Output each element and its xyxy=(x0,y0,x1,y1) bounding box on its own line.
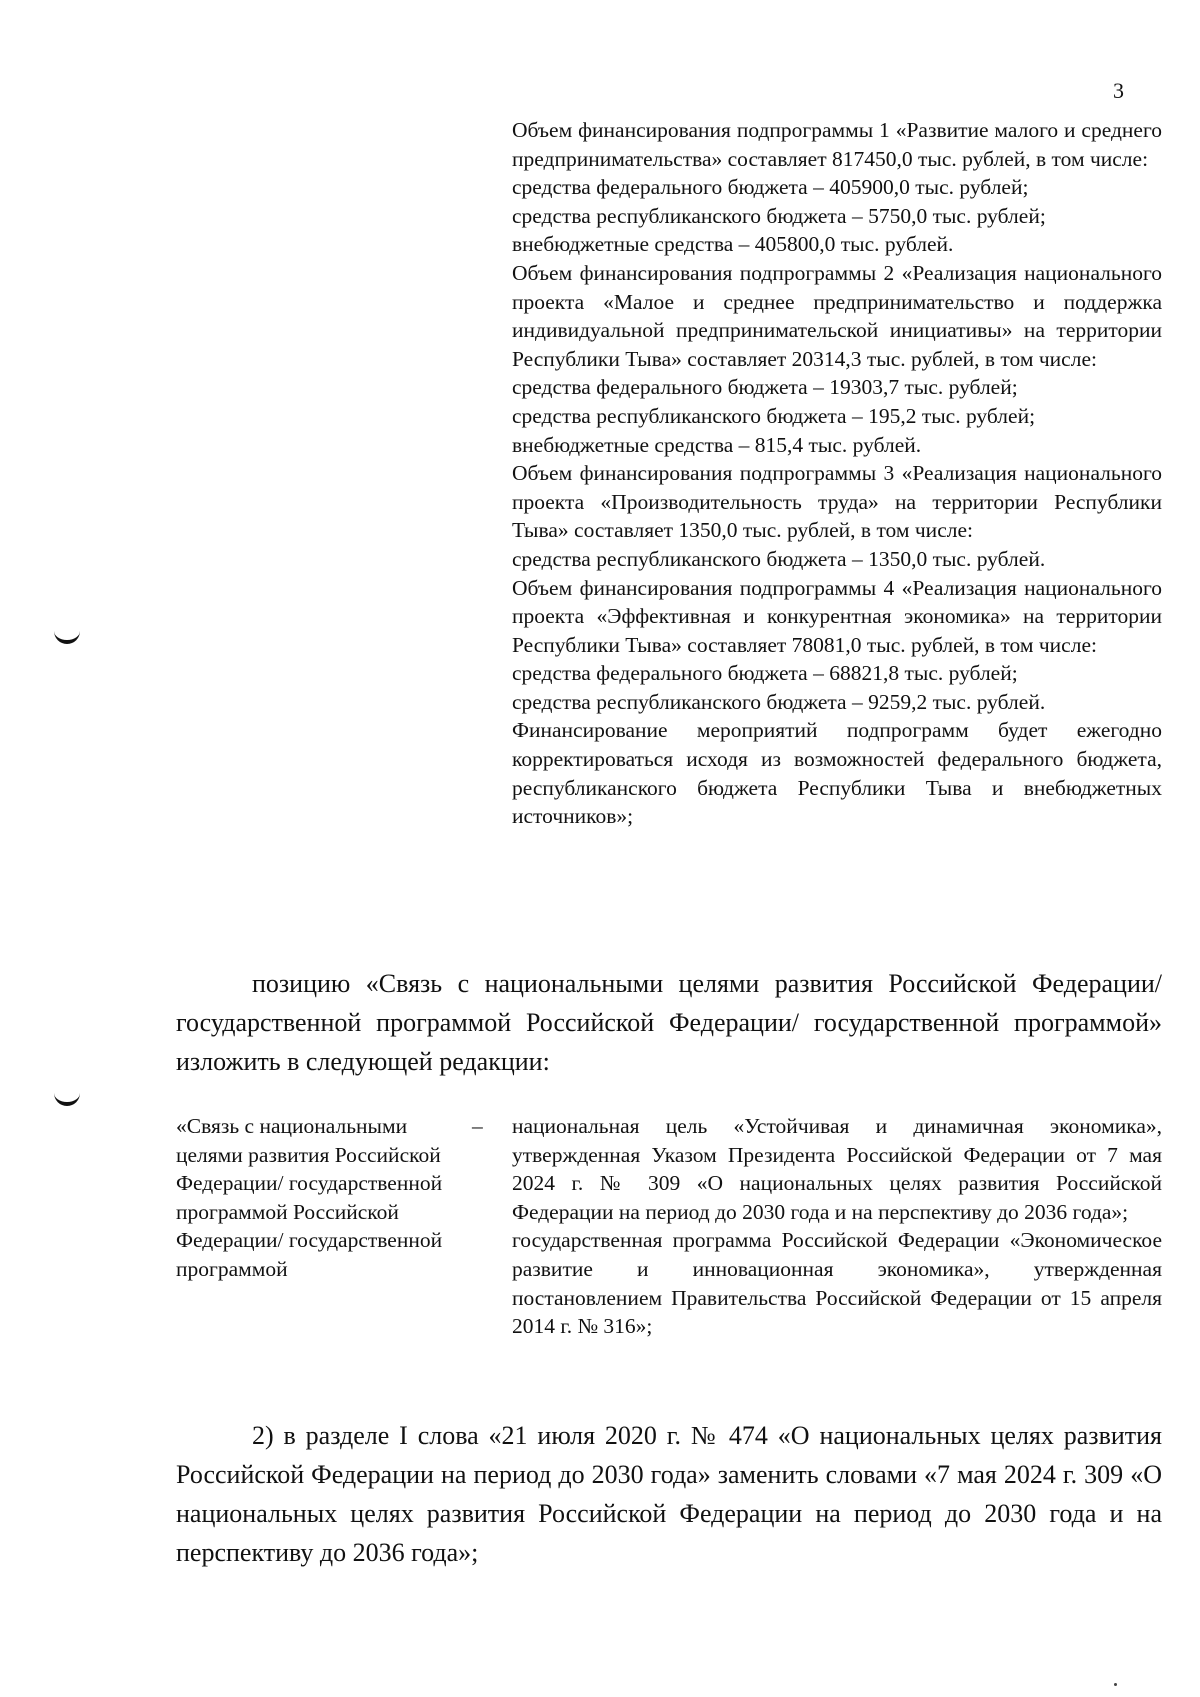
funding-paragraph: Объем финансирования подпрограммы 4 «Реализация национального проекта «Эффективная и конкурентная экономика» на территории Республики Тыва» составляет 78081,0 тыс. рублей, в том числе: xyxy=(512,575,1162,657)
position-value xyxy=(512,1112,1162,1341)
funding-paragraph: средства федерального бюджета – 405900,0 тыс. рублей; xyxy=(512,175,1029,200)
position-value-paragraph: национальная цель «Устойчивая и динамичная экономика», утвержденная Указом Президента Российской Федерации от 7 мая 2024 г. № 309 «О национальных целях развития Российской Федерации на период до 2030 года и на перспективу до 2036 года»; xyxy=(512,1114,1162,1224)
scan-speck xyxy=(1114,1683,1117,1686)
funding-paragraph: Объем финансирования подпрограммы 2 «Реализация национального проекта «Малое и среднее предпринимательство и поддержка индивидуальной предпринимательской инициативы» на территории Республики Тыва» составляет 20314,3 тыс. рублей, в том числе: xyxy=(512,260,1162,371)
funding-paragraph: средства республиканского бюджета – 195,2 тыс. рублей; xyxy=(512,403,1036,428)
funding-paragraph: внебюджетные средства – 815,4 тыс. рублей. xyxy=(512,432,922,457)
funding-paragraph: средства федерального бюджета – 68821,8 тыс. рублей; xyxy=(512,661,1018,686)
position-label: «Связь с национальными целями развития Российской Федерации/ государственной программой Российской Федерации/ государственной программой xyxy=(176,1114,443,1281)
funding-paragraph: средства федерального бюджета – 19303,7 тыс. рублей; xyxy=(512,375,1018,400)
dash-separator: – xyxy=(472,1114,483,1138)
funding-paragraph: внебюджетные средства – 405800,0 тыс. рублей. xyxy=(512,232,954,257)
page-number: 3 xyxy=(1113,78,1124,103)
funding-paragraph: Объем финансирования подпрограммы 1 «Развитие малого и среднего предпринимательства» составляет 817450,0 тыс. рублей, в том числе: xyxy=(512,118,1162,171)
funding-paragraph: Финансирование мероприятий подпрограмм будет ежегодно корректироваться исходя из возможностей федерального бюджета, республиканского бюджета Республики Тыва и внебюджетных источников»; xyxy=(512,718,1162,829)
binding-mark xyxy=(54,628,80,644)
funding-paragraph: Объем финансирования подпрограммы 3 «Реализация национального проекта «Производительность труда» на территории Республики Тыва» составляет 1350,0 тыс. рублей, в том числе: xyxy=(512,461,1162,543)
funding-paragraph: средства республиканского бюджета – 9259,2 тыс. рублей. xyxy=(512,689,1046,714)
funding-paragraph: средства республиканского бюджета – 5750,0 тыс. рублей; xyxy=(512,203,1046,228)
position-paragraph: позицию «Связь с национальными целями развития Российской Федерации/ государственной программой Российской Федерации/ государственной программой» изложить в следующей редакции: xyxy=(176,969,1162,1076)
funding-block xyxy=(512,116,1162,831)
section-paragraph: 2) в разделе I слова «21 июля 2020 г. № 474 «О национальных целях развития Российской Федерации на период до 2030 года» заменить словами «7 мая 2024 г. 309 «О национальных целях развития Российской Федерации на период до 2030 года и на перспективу до 2036 года»; xyxy=(176,1421,1162,1567)
funding-paragraph: средства республиканского бюджета – 1350,0 тыс. рублей. xyxy=(512,546,1046,571)
position-value-paragraph: государственная программа Российской Федерации «Экономическое развитие и инновационная экономика», утвержденная постановлением Правительства Российской Федерации от 15 апреля 2014 г. № 316»; xyxy=(512,1228,1162,1339)
binding-mark xyxy=(54,1090,80,1106)
